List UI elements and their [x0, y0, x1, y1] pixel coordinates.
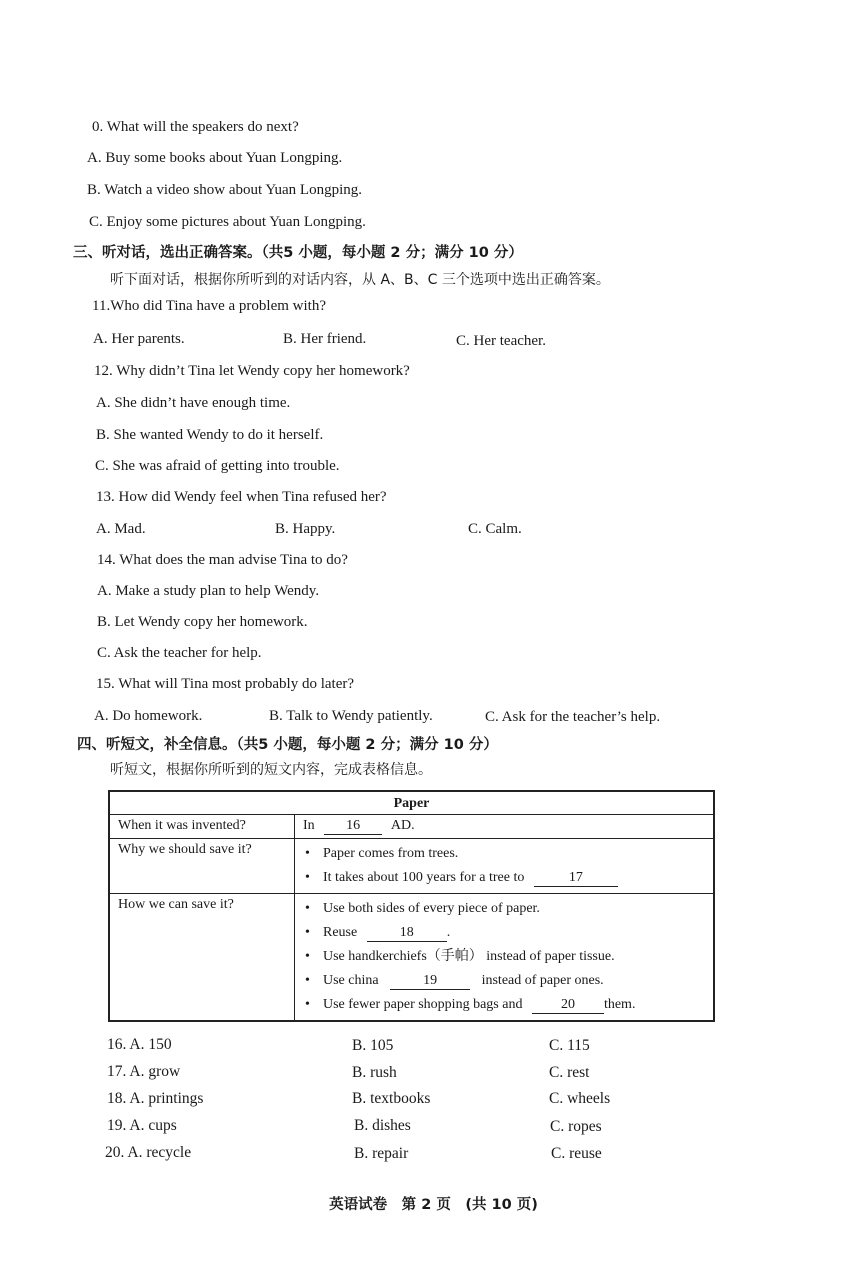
question-11-option-c: C. Her teacher. [456, 333, 546, 349]
question-13-option-c: C. Calm. [468, 521, 522, 537]
question-10-option-c: C. Enjoy some pictures about Yuan Longping. [89, 214, 366, 230]
choice-18-c: C. wheels [549, 1090, 611, 1107]
choice-18-b: B. textbooks [352, 1090, 431, 1107]
blank-16: 16 [324, 818, 382, 835]
blank-19: 19 [390, 973, 470, 990]
list-item: • It takes about 100 years for a tree to 17 [303, 866, 705, 890]
question-11-option-b: B. Her friend. [283, 331, 367, 347]
blank-18: 18 [367, 925, 447, 942]
row-why-save-value [295, 839, 715, 894]
list-item: • Use handkerchiefs（手帕） instead of paper tissue. [303, 945, 705, 969]
section-3-heading: 三、听对话，选出正确答案。（共5 小题，每小题 2 分；满分 10 分） [73, 245, 523, 261]
choice-20-a: 20. A. recycle [105, 1144, 192, 1161]
list-item: • Use fewer paper shopping bags and 20 them. [303, 993, 705, 1017]
question-12-option-a: A. She didn’t have enough time. [96, 395, 291, 411]
page-footer: 英语试卷 第 2 页 (共 10 页) [329, 1197, 538, 1213]
choice-20-b: B. repair [354, 1145, 409, 1162]
section-4-instruction: 听短文，根据你所听到的短文内容，完成表格信息。 [110, 762, 432, 778]
question-14-option-b: B. Let Wendy copy her homework. [97, 614, 308, 630]
list-item: • Reuse 18 . [303, 921, 705, 945]
bullet-icon: • [305, 949, 310, 964]
question-13-option-a: A. Mad. [96, 521, 146, 537]
choice-19-b: B. dishes [354, 1117, 411, 1134]
question-10-text: 0. What will the speakers do next? [92, 119, 299, 135]
choice-17-a: 17. A. grow [107, 1063, 181, 1080]
question-15-option-c: C. Ask for the teacher’s help. [485, 709, 661, 725]
question-12-text: 12. Why didn’t Tina let Wendy copy her homework? [94, 363, 410, 379]
question-12-option-c: C. She was afraid of getting into trouble. [95, 458, 340, 474]
row-invented-label: When it was invented? [109, 815, 295, 839]
question-15-option-a: A. Do homework. [94, 708, 203, 724]
question-10-option-a: A. Buy some books about Yuan Longping. [87, 150, 343, 166]
choice-17-b: B. rush [352, 1064, 397, 1081]
choice-16-c: C. 115 [549, 1037, 590, 1054]
bullet-icon: • [305, 870, 310, 885]
choice-16-a: 16. A. 150 [107, 1036, 172, 1053]
question-13-text: 13. How did Wendy feel when Tina refused her? [96, 489, 387, 505]
choice-20-c: C. reuse [551, 1145, 602, 1162]
choice-19-c: C. ropes [550, 1118, 602, 1135]
question-14-option-a: A. Make a study plan to help Wendy. [97, 583, 320, 599]
question-15-option-b: B. Talk to Wendy patiently. [269, 708, 433, 724]
question-12-option-b: B. She wanted Wendy to do it herself. [96, 427, 324, 443]
list-item: • Use china 19 instead of paper ones. [303, 969, 705, 993]
section-3-instruction: 听下面对话，根据你所听到的对话内容，从 A、B、C 三个选项中选出正确答案。 [110, 272, 610, 288]
row-invented-value: In 16 AD. [295, 815, 715, 839]
bullet-icon: • [305, 901, 310, 916]
table-title: Paper [109, 791, 714, 815]
list-item: • Paper comes from trees. [303, 842, 705, 866]
choice-17-c: C. rest [549, 1064, 590, 1081]
question-13-option-b: B. Happy. [275, 521, 336, 537]
question-14-text: 14. What does the man advise Tina to do? [97, 552, 348, 568]
section-4-heading: 四、听短文，补全信息。（共5 小题，每小题 2 分；满分 10 分） [77, 737, 498, 753]
question-11-option-a: A. Her parents. [93, 331, 185, 347]
choice-16-b: B. 105 [352, 1037, 394, 1054]
bullet-icon: • [305, 925, 310, 940]
blank-20: 20 [532, 997, 604, 1014]
question-15-text: 15. What will Tina most probably do later? [96, 676, 355, 692]
row-how-save-value [295, 894, 715, 1022]
question-11-text: 11.Who did Tina have a problem with? [92, 298, 326, 314]
blank-17: 17 [534, 870, 618, 887]
choice-18-a: 18. A. printings [107, 1090, 204, 1107]
row-how-save-label: How we can save it? [109, 894, 295, 1022]
row-why-save-label: Why we should save it? [109, 839, 295, 894]
paper-info-table [108, 790, 715, 1022]
bullet-icon: • [305, 846, 310, 861]
bullet-icon: • [305, 973, 310, 988]
question-10-option-b: B. Watch a video show about Yuan Longping. [87, 182, 363, 198]
question-14-option-c: C. Ask the teacher for help. [97, 645, 262, 661]
bullet-icon: • [305, 997, 310, 1012]
choice-19-a: 19. A. cups [107, 1117, 177, 1134]
list-item: • Use both sides of every piece of paper. [303, 897, 705, 921]
